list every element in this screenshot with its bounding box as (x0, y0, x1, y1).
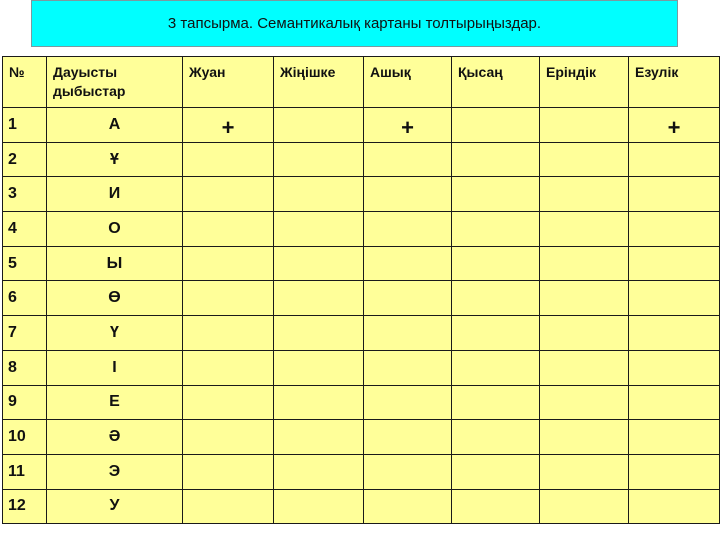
feature-cell[interactable] (452, 489, 540, 524)
table-row (3, 489, 720, 524)
feature-cell[interactable] (183, 281, 274, 316)
vowel-letter: У (47, 489, 183, 524)
feature-cell[interactable] (540, 177, 629, 212)
feature-cell[interactable] (183, 350, 274, 385)
feature-cell[interactable] (540, 281, 629, 316)
row-number: 11 (3, 454, 47, 489)
feature-cell[interactable] (540, 316, 629, 351)
feature-cell[interactable] (183, 177, 274, 212)
feature-cell[interactable] (452, 454, 540, 489)
feature-cell[interactable] (274, 212, 364, 247)
task-title: 3 тапсырма. Семантикалық картаны толтырыңыздар. (31, 0, 678, 47)
row-number: 9 (3, 385, 47, 420)
row-number: 6 (3, 281, 47, 316)
feature-cell[interactable] (629, 420, 720, 455)
feature-cell[interactable] (274, 246, 364, 281)
feature-cell[interactable] (452, 212, 540, 247)
feature-cell[interactable] (452, 108, 540, 143)
table-row (3, 177, 720, 212)
feature-cell[interactable] (364, 454, 452, 489)
feature-cell[interactable] (183, 212, 274, 247)
row-number: 12 (3, 489, 47, 524)
vowel-letter: Ү (47, 316, 183, 351)
header-cell-rounded: Еріндік (540, 57, 629, 108)
row-number: 2 (3, 142, 47, 177)
table-row (3, 316, 720, 351)
row-number: 8 (3, 350, 47, 385)
feature-cell[interactable] (364, 489, 452, 524)
feature-cell[interactable] (452, 177, 540, 212)
feature-cell[interactable] (540, 489, 629, 524)
vowel-letter: Ә (47, 420, 183, 455)
vowel-letter: О (47, 212, 183, 247)
feature-cell[interactable] (274, 142, 364, 177)
table-row (3, 350, 720, 385)
feature-cell[interactable] (183, 385, 274, 420)
semantic-map-table (2, 56, 720, 524)
table-row (3, 454, 720, 489)
feature-cell[interactable] (629, 489, 720, 524)
table-row (3, 212, 720, 247)
feature-cell[interactable] (629, 177, 720, 212)
feature-cell[interactable] (629, 454, 720, 489)
table-row (3, 385, 720, 420)
feature-cell[interactable] (274, 454, 364, 489)
vowel-letter: Ұ (47, 142, 183, 177)
feature-cell[interactable] (183, 142, 274, 177)
row-number: 4 (3, 212, 47, 247)
feature-cell[interactable] (183, 246, 274, 281)
feature-cell[interactable] (452, 316, 540, 351)
row-number: 7 (3, 316, 47, 351)
feature-cell[interactable] (364, 281, 452, 316)
feature-cell[interactable] (183, 316, 274, 351)
feature-cell[interactable] (183, 420, 274, 455)
table-row (3, 108, 720, 143)
feature-cell[interactable] (540, 142, 629, 177)
feature-cell[interactable] (364, 316, 452, 351)
feature-cell[interactable] (629, 281, 720, 316)
vowel-letter: І (47, 350, 183, 385)
feature-cell[interactable] (364, 212, 452, 247)
feature-cell[interactable] (629, 350, 720, 385)
vowel-letter: Ы (47, 246, 183, 281)
vowel-letter: Ө (47, 281, 183, 316)
feature-cell[interactable] (274, 489, 364, 524)
feature-cell[interactable] (629, 385, 720, 420)
header-cell-back: Жуан (183, 57, 274, 108)
feature-cell[interactable]: + (629, 108, 720, 143)
feature-cell[interactable] (183, 454, 274, 489)
feature-cell[interactable] (452, 281, 540, 316)
feature-cell[interactable] (540, 420, 629, 455)
feature-cell[interactable] (364, 177, 452, 212)
header-cell-front: Жіңішке (274, 57, 364, 108)
feature-cell[interactable] (364, 142, 452, 177)
feature-cell[interactable]: + (364, 108, 452, 143)
feature-cell[interactable] (183, 489, 274, 524)
feature-cell[interactable] (274, 108, 364, 143)
table-row (3, 420, 720, 455)
feature-cell[interactable] (274, 281, 364, 316)
row-number: 10 (3, 420, 47, 455)
feature-cell[interactable] (629, 246, 720, 281)
header-cell-closed: Қысаң (452, 57, 540, 108)
feature-cell[interactable]: + (183, 108, 274, 143)
feature-cell[interactable] (452, 420, 540, 455)
row-number: 3 (3, 177, 47, 212)
feature-cell[interactable] (274, 177, 364, 212)
feature-cell[interactable] (540, 246, 629, 281)
header-cell-vowels: Дауысты дыбыстар (47, 57, 183, 108)
feature-cell[interactable] (629, 142, 720, 177)
feature-cell[interactable] (629, 316, 720, 351)
table-row (3, 246, 720, 281)
table-row (3, 281, 720, 316)
feature-cell[interactable] (540, 108, 629, 143)
feature-cell[interactable] (452, 385, 540, 420)
header-cell-number: № (3, 57, 47, 108)
feature-cell[interactable] (540, 385, 629, 420)
feature-cell[interactable] (364, 350, 452, 385)
vowel-letter: И (47, 177, 183, 212)
header-cell-open: Ашық (364, 57, 452, 108)
row-number: 5 (3, 246, 47, 281)
feature-cell[interactable] (452, 142, 540, 177)
feature-cell[interactable] (452, 350, 540, 385)
row-number: 1 (3, 108, 47, 143)
vowel-letter: Э (47, 454, 183, 489)
feature-cell[interactable] (540, 212, 629, 247)
header-row (3, 57, 720, 108)
feature-cell[interactable] (452, 246, 540, 281)
feature-cell[interactable] (274, 350, 364, 385)
header-cell-unrounded: Езулік (629, 57, 720, 108)
feature-cell[interactable] (540, 350, 629, 385)
feature-cell[interactable] (274, 420, 364, 455)
feature-cell[interactable] (364, 420, 452, 455)
feature-cell[interactable] (274, 316, 364, 351)
feature-cell[interactable] (364, 246, 452, 281)
vowel-letter: Е (47, 385, 183, 420)
vowel-letter: А (47, 108, 183, 143)
feature-cell[interactable] (629, 212, 720, 247)
feature-cell[interactable] (540, 454, 629, 489)
feature-cell[interactable] (364, 385, 452, 420)
feature-cell[interactable] (274, 385, 364, 420)
table-row (3, 142, 720, 177)
